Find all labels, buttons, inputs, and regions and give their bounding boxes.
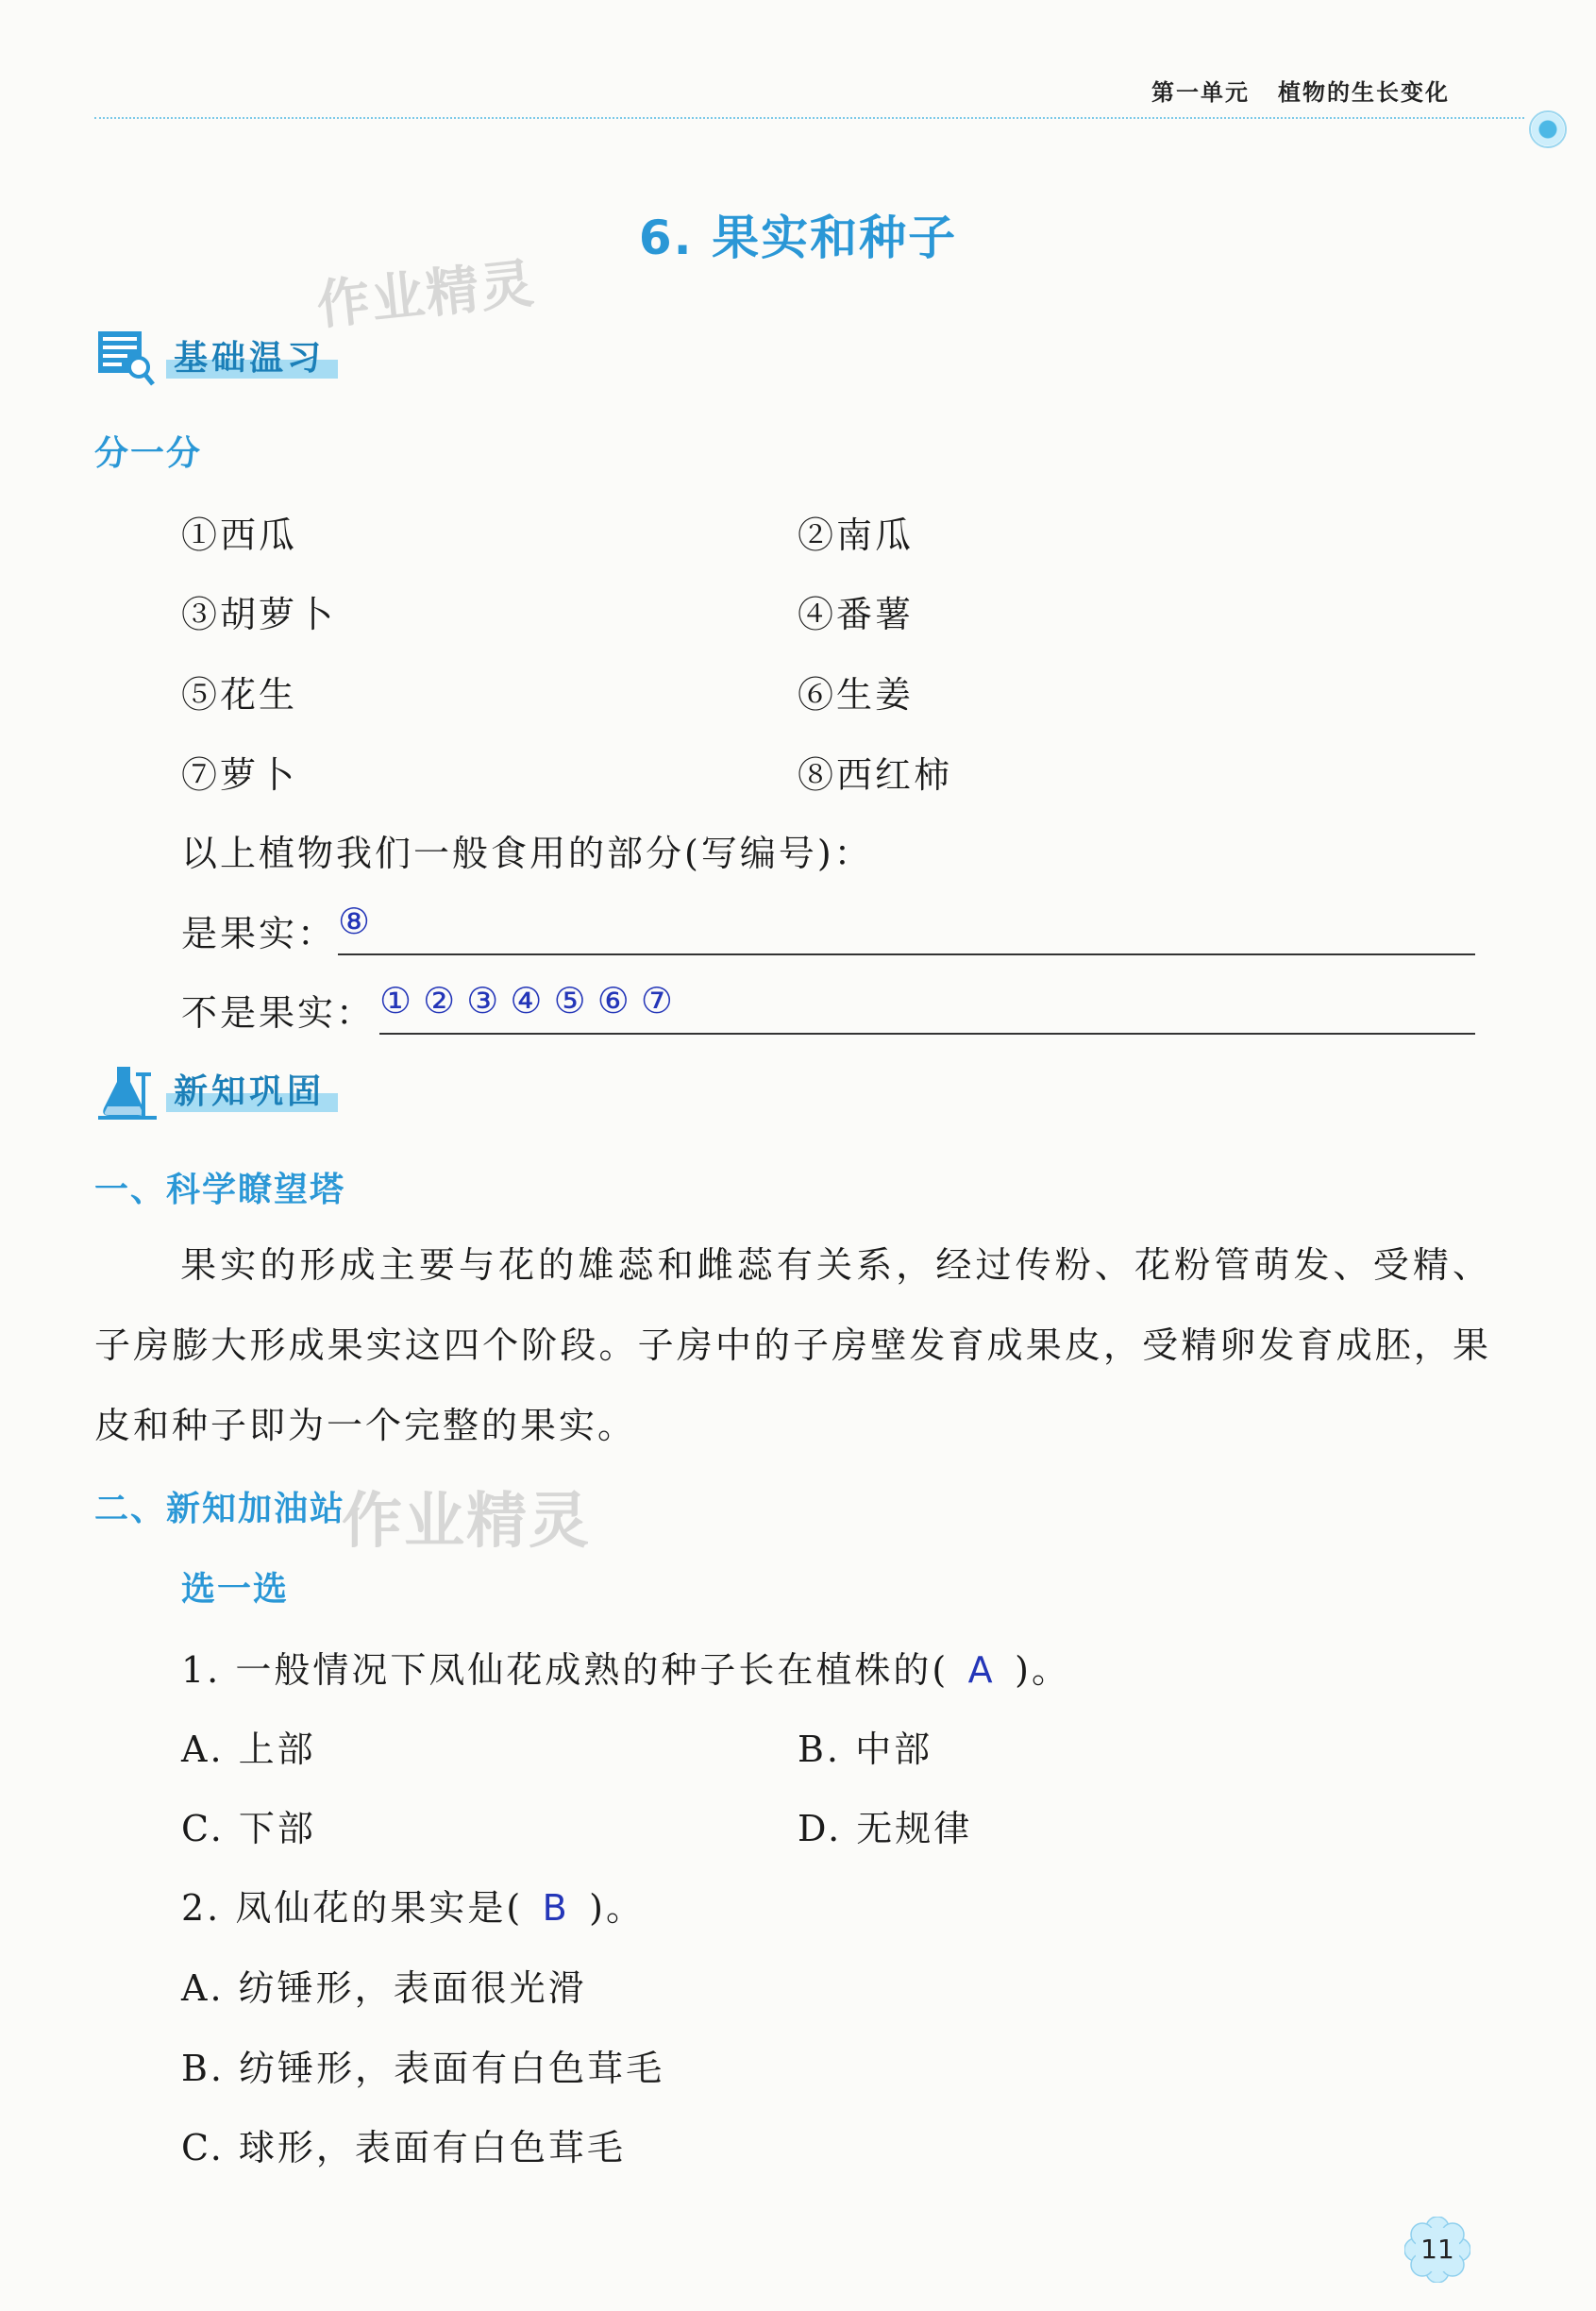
- page-header: [1151, 74, 1450, 107]
- list-item: ④番薯: [798, 594, 915, 635]
- option: B. 纺锤形，表面有白色茸毛: [181, 2048, 665, 2089]
- question-stem: [181, 1641, 1070, 1693]
- question-answer: A: [967, 1649, 996, 1691]
- part-heading: 二、新知加油站: [94, 1490, 346, 1528]
- sub-heading: 选一选: [181, 1570, 290, 1609]
- option: A. 上部: [181, 1729, 316, 1770]
- nonfruit-answer: ① ② ③ ④ ⑤ ⑥ ⑦: [379, 980, 673, 1021]
- notebook-magnifier-icon: [94, 326, 160, 392]
- option: D. 无规律: [798, 1808, 973, 1849]
- fruit-answer: ⑧: [338, 901, 374, 942]
- question-text: 1. 一般情况下凤仙花成熟的种子长在植株的(: [181, 1649, 949, 1691]
- answer-line: [379, 1033, 1475, 1035]
- option: C. 下部: [181, 1808, 316, 1849]
- list-item: ⑥生姜: [798, 674, 915, 716]
- option: B. 中部: [798, 1729, 933, 1770]
- question-prompt: 以上植物我们一般食用的部分(写编号)：: [181, 833, 873, 874]
- list-item: ②南瓜: [798, 514, 915, 556]
- banner-label: 新知巩固: [166, 1071, 338, 1112]
- question-text-end: )。: [1015, 1649, 1070, 1691]
- question-text-end: )。: [589, 1887, 645, 1929]
- question-answer: B: [542, 1887, 570, 1929]
- option: C. 球形，表面有白色茸毛: [181, 2127, 626, 2168]
- section-banner-review: [94, 326, 378, 392]
- nonfruit-label: 不是果实：: [181, 992, 376, 1034]
- list-item: ⑧西红柿: [798, 754, 953, 796]
- banner-label: 基础温习: [166, 337, 338, 379]
- list-item: ⑦萝卜: [181, 754, 298, 796]
- page-number-badge: [1404, 2217, 1470, 2283]
- question-text: 2. 凤仙花的果实是(: [181, 1887, 524, 1929]
- page-number: 11: [1420, 2234, 1454, 2265]
- list-item: ⑤花生: [181, 674, 298, 716]
- header-circle-icon: [1529, 110, 1567, 148]
- list-item: ①西瓜: [181, 514, 298, 556]
- question-stem: [181, 1879, 645, 1931]
- part-heading: 一、科学瞭望塔: [94, 1171, 346, 1209]
- answer-line: [338, 953, 1475, 955]
- header-divider: [94, 117, 1524, 119]
- watermark: 作业精灵: [313, 253, 539, 337]
- flask-icon: [94, 1059, 160, 1125]
- list-item: ③胡萝卜: [181, 594, 337, 635]
- section-heading: 分一分: [94, 434, 203, 473]
- paragraph: [94, 1225, 1491, 1466]
- section-banner-consolidate: [94, 1059, 378, 1125]
- unit-topic: 植物的生长变化: [1278, 79, 1450, 106]
- paragraph-text: 果实的形成主要与花的雄蕊和雌蕊有关系，经过传粉、花粉管萌发、受精、子房膨大形成果实这四个阶段。子房中的子房壁发育成果皮，受精卵发育成胚，果皮和种子即为一个完整的果实。: [94, 1244, 1491, 1446]
- option: A. 纺锤形，表面很光滑: [181, 1967, 587, 2009]
- fruit-label: 是果实：: [181, 913, 337, 954]
- lesson-title: 6. 果实和种子: [638, 211, 958, 265]
- unit-label: 第一单元: [1151, 79, 1250, 106]
- watermark: 作业精灵: [342, 1487, 591, 1557]
